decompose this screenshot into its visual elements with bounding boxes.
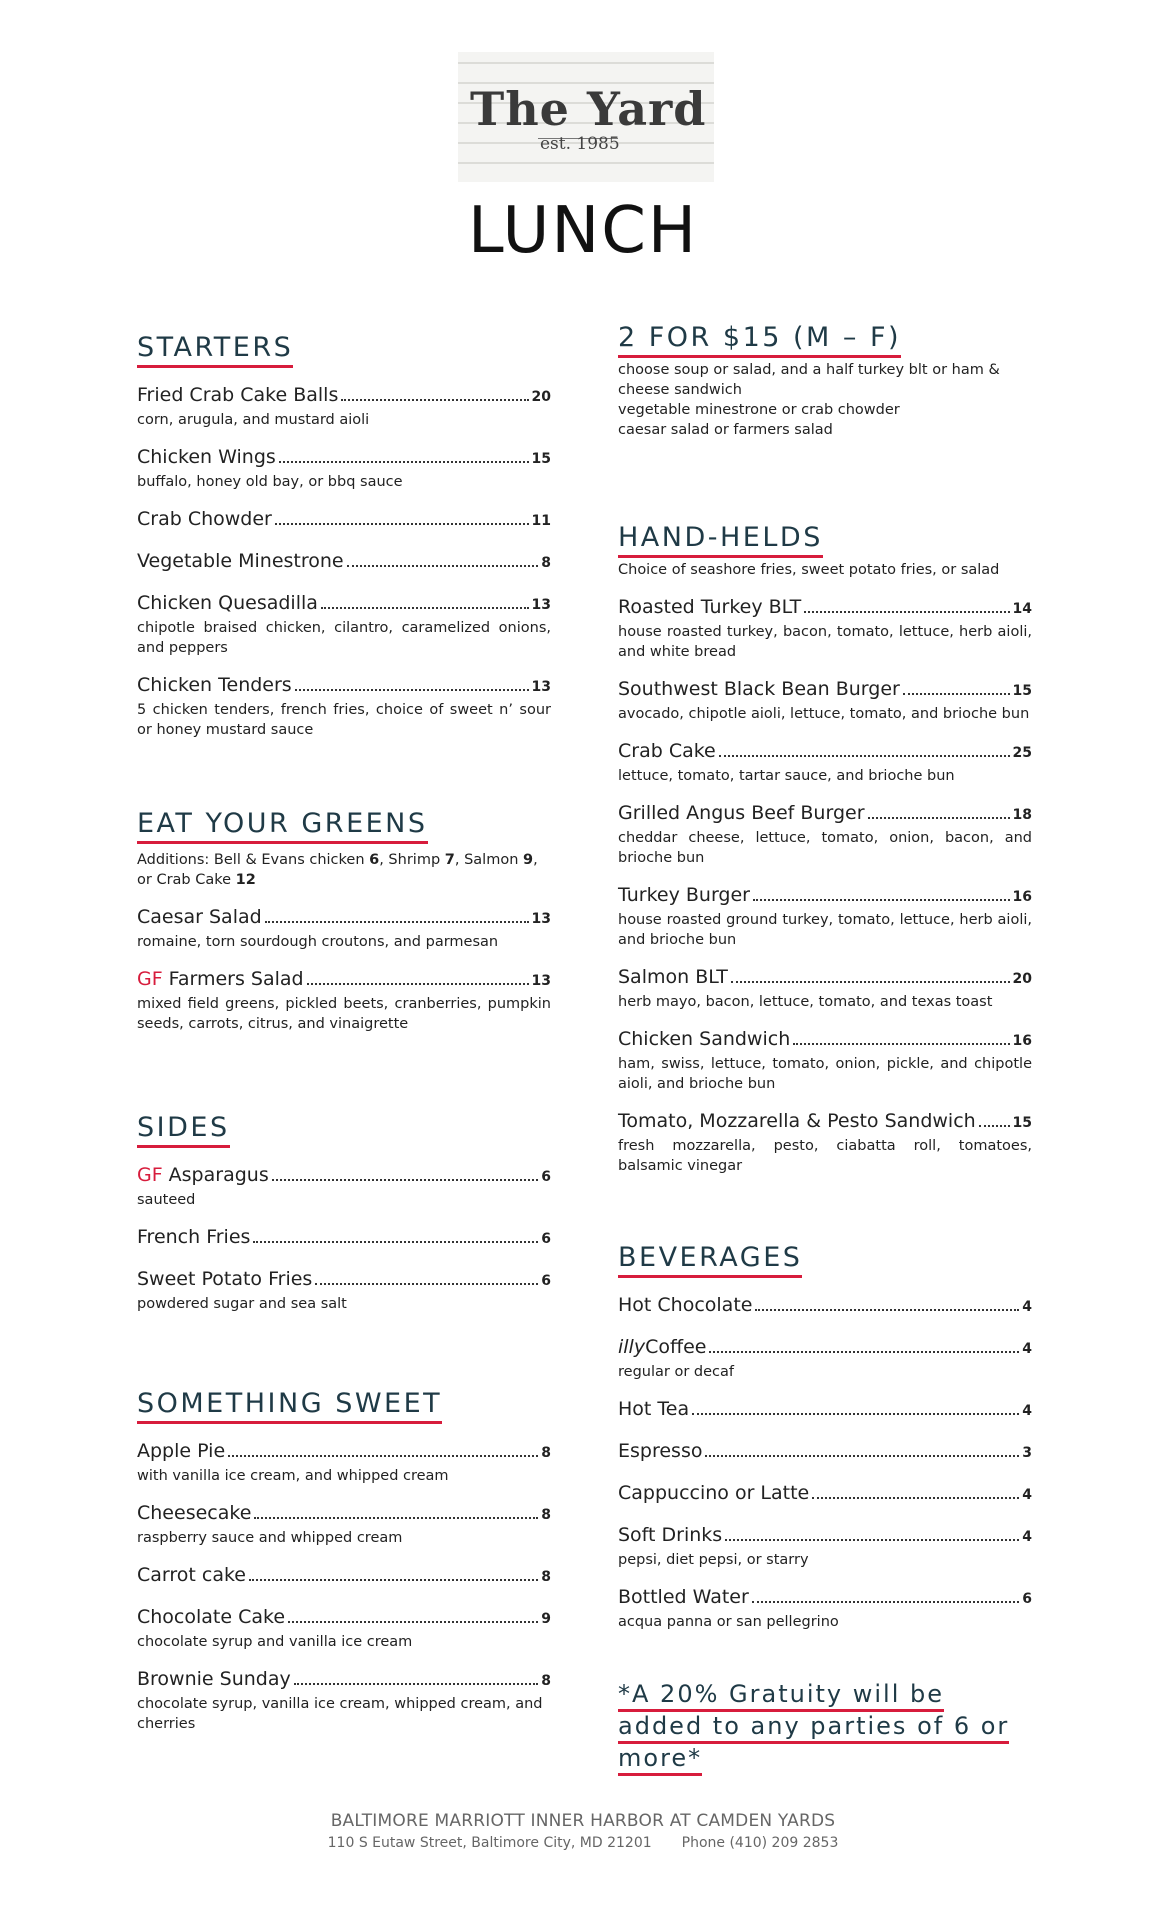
menu-item: [618, 964, 1032, 1012]
menu-item-price: 8: [541, 1673, 551, 1689]
menu-item-description: with vanilla ice cream, and whipped cream: [137, 1468, 449, 1484]
menu-item-name: [137, 1604, 285, 1630]
menu-item-label: Asparagus: [168, 1164, 269, 1186]
menu-item: [618, 594, 1032, 662]
footer-contact: [0, 1835, 1166, 1851]
menu-item-label: Chicken Sandwich: [618, 1028, 791, 1050]
menu-item-row: [618, 594, 1032, 622]
menu-item-name: [618, 1026, 790, 1052]
menu-item-name: [137, 444, 276, 470]
restaurant-logo: [458, 52, 714, 182]
menu-item-name: [618, 738, 716, 764]
menu-item-row: [137, 382, 551, 410]
dot-leader: [279, 461, 529, 463]
menu-item-name: [618, 676, 900, 702]
menu-item-row: [137, 1224, 551, 1252]
menu-item: [618, 738, 1032, 786]
menu-item-price: 18: [1012, 807, 1032, 823]
section-heading: STARTERS: [137, 332, 293, 368]
section-greens: [137, 808, 551, 1034]
menu-item-row: [137, 548, 551, 576]
deal-description: [618, 360, 1032, 440]
menu-item-label: Espresso: [618, 1440, 703, 1462]
menu-item: [137, 1162, 551, 1210]
dot-leader: [705, 1455, 1019, 1457]
menu-item-row: [618, 1026, 1032, 1054]
menu-item-description: romaine, torn sourdough croutons, and parmesan: [137, 934, 499, 950]
menu-item-name: [137, 506, 272, 532]
menu-item-description: mixed field greens, pickled beets, cranberries, pumpkin seeds, carrots, citrus, and vinaigrette: [137, 996, 551, 1032]
menu-item-name: [137, 1562, 246, 1588]
menu-item-label: Southwest Black Bean Burger: [618, 678, 900, 700]
menu-item-name: [618, 594, 801, 620]
menu-item-row: [137, 444, 551, 472]
menu-item-label: Bottled Water: [618, 1586, 749, 1608]
menu-item-label: Farmers Salad: [168, 968, 304, 990]
menu-item: [618, 676, 1032, 724]
dot-leader: [752, 1601, 1019, 1603]
menu-item-label: Vegetable Minestrone: [137, 550, 344, 572]
menu-item-description: buffalo, honey old bay, or bbq sauce: [137, 474, 403, 490]
menu-item-price: 11: [531, 513, 551, 529]
menu-item-row: [618, 1438, 1032, 1466]
menu-item: [137, 966, 551, 1034]
dot-leader: [228, 1455, 538, 1457]
menu-item-row: [137, 1438, 551, 1466]
menu-item-row: [137, 1604, 551, 1632]
menu-item-label: Apple Pie: [137, 1440, 226, 1462]
menu-item-row: [137, 1666, 551, 1694]
menu-item-description: house roasted turkey, bacon, tomato, lettuce, herb aioli, and white bread: [618, 624, 1032, 660]
menu-item-price: 9: [541, 1611, 551, 1627]
menu-item: [618, 1292, 1032, 1320]
dot-leader: [321, 607, 529, 609]
menu-item-label: Chicken Tenders: [137, 674, 292, 696]
deal-line: caesar salad or farmers salad: [618, 422, 833, 438]
dot-leader: [294, 1683, 539, 1685]
menu-item-price: 8: [541, 1569, 551, 1585]
menu-item-name: [137, 1500, 251, 1526]
dot-leader: [347, 565, 539, 567]
dot-leader: [804, 611, 1009, 613]
menu-item-row: [618, 1396, 1032, 1424]
dot-leader: [793, 1043, 1009, 1045]
footer-phone: Phone (410) 209 2853: [681, 1835, 839, 1851]
menu-item-row: [137, 966, 551, 994]
footer-address: 110 S Eutaw Street, Baltimore City, MD 21201: [327, 1835, 652, 1851]
menu-item-price: 6: [541, 1231, 551, 1247]
menu-item-name: [618, 1108, 976, 1134]
menu-item-row: [618, 738, 1032, 766]
menu-item-row: [137, 1500, 551, 1528]
sweet-items: [137, 1438, 551, 1734]
dot-leader: [341, 399, 528, 401]
section-starters: [137, 332, 551, 740]
menu-item-price: 4: [1022, 1341, 1032, 1357]
menu-item-price: 20: [531, 389, 551, 405]
menu-item-row: [618, 1334, 1032, 1362]
menu-item-name: [137, 966, 304, 992]
menu-item: [618, 1584, 1032, 1632]
dot-leader: [275, 523, 529, 525]
menu-item-label: Hot Tea: [618, 1398, 690, 1420]
menu-item: [137, 444, 551, 492]
menu-item-description: acqua panna or san pellegrino: [618, 1614, 839, 1630]
menu-item: [137, 1266, 551, 1314]
menu-item: [137, 1224, 551, 1252]
dot-leader: [254, 1517, 538, 1519]
menu-item-description: raspberry sauce and whipped cream: [137, 1530, 403, 1546]
menu-item-description: herb mayo, bacon, lettuce, tomato, and texas toast: [618, 994, 993, 1010]
dot-leader: [249, 1579, 538, 1581]
menu-item-name: [137, 1162, 269, 1188]
dot-leader: [288, 1621, 538, 1623]
logo-title: The Yard: [470, 82, 707, 136]
menu-item-label: Roasted Turkey BLT: [618, 596, 802, 618]
menu-item-row: [618, 1480, 1032, 1508]
dot-leader: [272, 1179, 539, 1181]
menu-item: [618, 1438, 1032, 1466]
note-price: 7: [444, 852, 455, 868]
dot-leader: [812, 1497, 1019, 1499]
menu-item: [137, 1500, 551, 1548]
menu-item-description: ham, swiss, lettuce, tomato, onion, pickle, and chipotle aioli, and brioche bun: [618, 1056, 1032, 1092]
menu-item-price: 14: [1012, 601, 1032, 617]
deal-line: choose soup or salad, and a half turkey blt or ham & cheese sandwich: [618, 362, 1000, 398]
menu-item-description: lettuce, tomato, tartar sauce, and brioche bun: [618, 768, 955, 784]
dot-leader: [979, 1125, 1010, 1127]
note-text: , Shrimp: [379, 852, 445, 868]
menu-item-description: chipotle braised chicken, cilantro, caramelized onions, and peppers: [137, 620, 551, 656]
menu-item: [137, 548, 551, 576]
menu-item-row: [137, 1562, 551, 1590]
note-price: 12: [235, 872, 256, 888]
menu-item-name: [137, 382, 338, 408]
gluten-free-badge: GF: [137, 1164, 163, 1186]
gratuity-text: *A 20% Gratuity will be added to any parties of 6 or more*: [618, 1680, 1009, 1776]
menu-item-price: 13: [531, 911, 551, 927]
menu-item: [137, 506, 551, 534]
menu-item-price: 25: [1012, 745, 1032, 761]
menu-item: [137, 672, 551, 740]
dot-leader: [753, 899, 1010, 901]
menu-item: [137, 1666, 551, 1734]
menu-item-row: [618, 1584, 1032, 1612]
dot-leader: [315, 1283, 538, 1285]
menu-item-row: [137, 904, 551, 932]
menu-item-label: Chocolate Cake: [137, 1606, 286, 1628]
menu-item-row: [137, 1266, 551, 1294]
starters-items: [137, 382, 551, 740]
menu-item-row: [137, 672, 551, 700]
menu-item-row: [137, 1162, 551, 1190]
section-sides: [137, 1112, 551, 1314]
section-note: Choice of seashore fries, sweet potato fries, or salad: [618, 562, 1000, 578]
menu-item-name: [618, 1334, 706, 1360]
menu-item: [618, 882, 1032, 950]
menu-item-row: [618, 882, 1032, 910]
section-hand-helds: [618, 522, 1032, 1176]
gratuity-notice: [618, 1678, 1038, 1774]
menu-item-label: Hot Chocolate: [618, 1294, 753, 1316]
menu-item: [137, 1604, 551, 1652]
menu-item-label: Chicken Wings: [137, 446, 276, 468]
menu-item-label: Chicken Quesadilla: [137, 592, 318, 614]
menu-item-price: 16: [1012, 889, 1032, 905]
section-heading: SOMETHING SWEET: [137, 1388, 442, 1424]
menu-item-price: 15: [1012, 683, 1032, 699]
menu-item-label: Sweet Potato Fries: [137, 1268, 313, 1290]
menu-item-label: Cheesecake: [137, 1502, 252, 1524]
gluten-free-badge: GF: [137, 968, 163, 990]
menu-item: [137, 382, 551, 430]
menu-item-name: [618, 964, 728, 990]
menu-item: [618, 1026, 1032, 1094]
menu-item-description: chocolate syrup and vanilla ice cream: [137, 1634, 413, 1650]
menu-item-description: chocolate syrup, vanilla ice cream, whipped cream, and cherries: [137, 1696, 543, 1732]
menu-item: [618, 1108, 1032, 1176]
menu-item-description: cheddar cheese, lettuce, tomato, onion, bacon, and brioche bun: [618, 830, 1032, 866]
menu-item-description: powdered sugar and sea salt: [137, 1296, 347, 1312]
brand-name: illy: [618, 1336, 646, 1358]
menu-item-row: [618, 1292, 1032, 1320]
note-text: Additions: Bell & Evans chicken: [137, 852, 370, 868]
section-heading: HAND-HELDS: [618, 522, 823, 558]
menu-item-description: fresh mozzarella, pesto, ciabatta roll, tomatoes, balsamic vinegar: [618, 1138, 1032, 1174]
menu-item-description: sauteed: [137, 1192, 196, 1208]
menu-item-label: Cappuccino or Latte: [618, 1482, 810, 1504]
menu-item-price: 13: [531, 679, 551, 695]
menu-item-price: 3: [1022, 1445, 1032, 1461]
menu-item-price: 20: [1012, 971, 1032, 987]
footer-venue-name: BALTIMORE MARRIOTT INNER HARBOR AT CAMDEN YARDS: [330, 1811, 836, 1831]
dot-leader: [719, 755, 1010, 757]
menu-item-price: 8: [541, 1445, 551, 1461]
menu-item-name: [618, 1396, 689, 1422]
menu-item-name: [618, 800, 865, 826]
menu-item: [137, 590, 551, 658]
menu-item-label: Crab Chowder: [137, 508, 272, 530]
menu-item-name: [137, 590, 318, 616]
menu-item-name: [618, 1292, 752, 1318]
menu-item-name: [618, 1438, 702, 1464]
menu-item-name: [137, 904, 262, 930]
dot-leader: [295, 689, 529, 691]
note-price: 6: [369, 852, 380, 868]
menu-item-description: avocado, chipotle aioli, lettuce, tomato, and brioche bun: [618, 706, 1030, 722]
dot-leader: [253, 1241, 538, 1243]
menu-item: [618, 1334, 1032, 1382]
menu-item: [618, 1522, 1032, 1570]
menu-item-name: [137, 1266, 312, 1292]
menu-item-name: [618, 1522, 722, 1548]
section-note: [137, 850, 551, 890]
menu-item: [137, 1562, 551, 1590]
menu-item-price: 6: [541, 1169, 551, 1185]
menu-item-name: [137, 1666, 291, 1692]
section-beverages: [618, 1242, 1032, 1632]
menu-item: [618, 1396, 1032, 1424]
dot-leader: [868, 817, 1010, 819]
menu-item-price: 4: [1022, 1403, 1032, 1419]
section-2-for-15: [618, 322, 1032, 440]
menu-item-description: 5 chicken tenders, french fries, choice of sweet n’ sour or honey mustard sauce: [137, 702, 551, 738]
section-heading: BEVERAGES: [618, 1242, 802, 1278]
menu-item-price: 16: [1012, 1033, 1032, 1049]
dot-leader: [709, 1351, 1019, 1353]
menu-item-label: Soft Drinks: [618, 1524, 723, 1546]
greens-items: [137, 904, 551, 1034]
menu-item-label: Crab Cake: [618, 740, 716, 762]
page-title: LUNCH: [468, 194, 698, 268]
menu-item-price: 4: [1022, 1487, 1032, 1503]
menu-item-label: Carrot cake: [137, 1564, 246, 1586]
dot-leader: [692, 1413, 1019, 1415]
menu-item-label: Grilled Angus Beef Burger: [618, 802, 865, 824]
deal-line: vegetable minestrone or crab chowder: [618, 402, 900, 418]
menu-item-price: 8: [541, 1507, 551, 1523]
note-price: 9: [523, 852, 534, 868]
sides-items: [137, 1162, 551, 1314]
logo-subtitle: est. 1985: [540, 134, 620, 154]
dot-leader: [265, 921, 529, 923]
section-heading: 2 FOR $15 (M – F): [618, 322, 901, 358]
menu-item-price: 15: [531, 451, 551, 467]
menu-item-row: [618, 1108, 1032, 1136]
menu-item-price: 13: [531, 597, 551, 613]
menu-item-label: French Fries: [137, 1226, 251, 1248]
dot-leader: [903, 693, 1010, 695]
menu-item-label: Brownie Sunday: [137, 1668, 291, 1690]
menu-item-name: [618, 1480, 809, 1506]
note-text: , or Crab Cake: [137, 852, 538, 888]
menu-item-label: Fried Crab Cake Balls: [137, 384, 339, 406]
section-something-sweet: [137, 1388, 551, 1734]
menu-item-description: house roasted ground turkey, tomato, lettuce, herb aioli, and brioche bun: [618, 912, 1032, 948]
menu-item-name: [618, 1584, 749, 1610]
section-heading: EAT YOUR GREENS: [137, 808, 428, 844]
menu-item: [618, 800, 1032, 868]
menu-item-description: corn, arugula, and mustard aioli: [137, 412, 370, 428]
menu-item-price: 6: [1022, 1591, 1032, 1607]
menu-item: [137, 904, 551, 952]
menu-item-price: 6: [541, 1273, 551, 1289]
menu-item-row: [137, 590, 551, 618]
section-heading: SIDES: [137, 1112, 230, 1148]
menu-item-name: [137, 548, 344, 574]
menu-item-row: [618, 1522, 1032, 1550]
menu-item-price: 15: [1012, 1115, 1032, 1131]
menu-item-name: [137, 1438, 225, 1464]
menu-item-label: Coffee: [645, 1336, 707, 1358]
menu-item-name: [137, 1224, 250, 1250]
menu-item-price: 4: [1022, 1299, 1032, 1315]
menu-item: [137, 1438, 551, 1486]
menu-item-description: pepsi, diet pepsi, or starry: [618, 1552, 809, 1568]
dot-leader: [307, 983, 529, 985]
dot-leader: [755, 1309, 1019, 1311]
menu-item-price: 13: [531, 973, 551, 989]
menu-item: [618, 1480, 1032, 1508]
menu-item-name: [618, 882, 750, 908]
menu-item-label: Turkey Burger: [618, 884, 750, 906]
menu-item-row: [137, 506, 551, 534]
handhelds-items: [618, 594, 1032, 1176]
menu-item-price: 8: [541, 555, 551, 571]
menu-item-label: Salmon BLT: [618, 966, 728, 988]
menu-item-row: [618, 800, 1032, 828]
menu-item-row: [618, 964, 1032, 992]
menu-item-row: [618, 676, 1032, 704]
note-text: , Salmon: [454, 852, 523, 868]
menu-item-description: regular or decaf: [618, 1364, 734, 1380]
menu-item-price: 4: [1022, 1529, 1032, 1545]
dot-leader: [731, 981, 1010, 983]
dot-leader: [725, 1539, 1019, 1541]
beverages-items: [618, 1292, 1032, 1632]
menu-item-label: Caesar Salad: [137, 906, 262, 928]
menu-item-name: [137, 672, 292, 698]
menu-item-label: Tomato, Mozzarella & Pesto Sandwich: [618, 1110, 976, 1132]
